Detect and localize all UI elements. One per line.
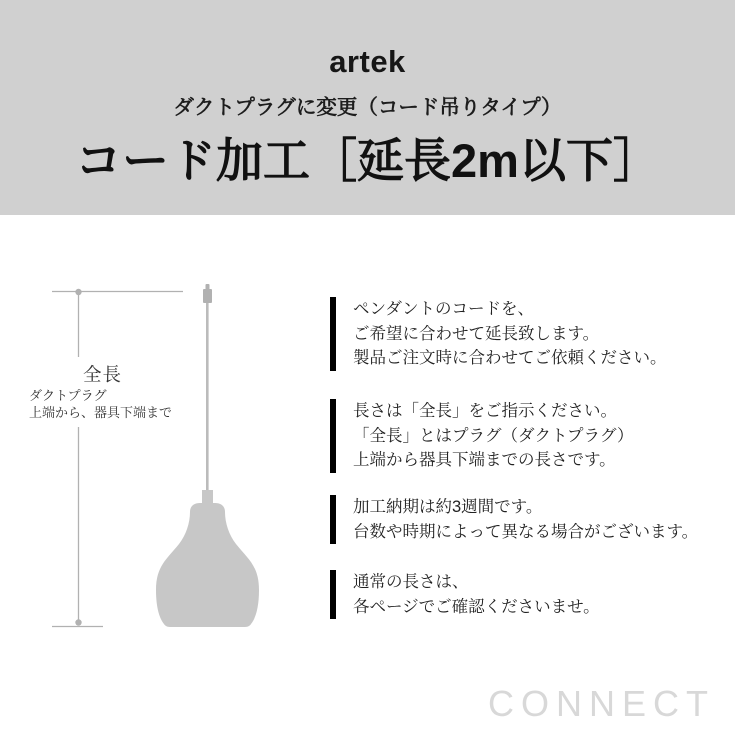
note-line: 加工納期は約3週間です。 (353, 498, 543, 516)
lamp-shade (156, 503, 259, 627)
note-line: 「全長」とはプラグ（ダクトプラグ） (353, 426, 634, 445)
page-title: コード加工［延長2m以下］ (75, 134, 660, 187)
note-extension-service (330, 297, 667, 371)
note-line: 製品ご注文時に合わせてご依頼ください。 (353, 349, 667, 367)
note-line: ペンダントのコードを、 (353, 300, 535, 318)
header-subtitle: ダクトプラグに変更（コード吊りタイプ） (173, 96, 562, 119)
note-line: ご希望に合わせて延長致します。 (353, 324, 600, 343)
diagram-label-plug: ダクトプラグ (29, 388, 107, 403)
note-length-definition (330, 399, 634, 473)
note-standard-length (330, 570, 600, 619)
note-line: 通常の長さは、 (353, 573, 469, 591)
connect-watermark: CONNECT (488, 683, 715, 724)
diagram-label-total-length: 全長 (83, 364, 123, 385)
pendant-lamp-diagram (0, 260, 300, 640)
note-lead-time (330, 495, 698, 544)
lamp-cord (206, 303, 209, 492)
dimension-endpoint-top (75, 289, 81, 295)
dimension-endpoint-bottom (75, 619, 81, 625)
note-line: 各ページでご確認くださいませ。 (353, 597, 600, 616)
brand-logo: artek (329, 44, 406, 79)
note-line: 上端から器具下端までの長さです。 (353, 451, 616, 469)
header-banner (0, 0, 735, 215)
note-line: 台数や時期によって異なる場合がございます。 (353, 522, 699, 541)
note-line: 長さは「全長」をご指示ください。 (353, 402, 617, 420)
diagram-label-range: 上端から、器具下端まで (29, 405, 173, 420)
duct-plug-body (203, 289, 212, 303)
